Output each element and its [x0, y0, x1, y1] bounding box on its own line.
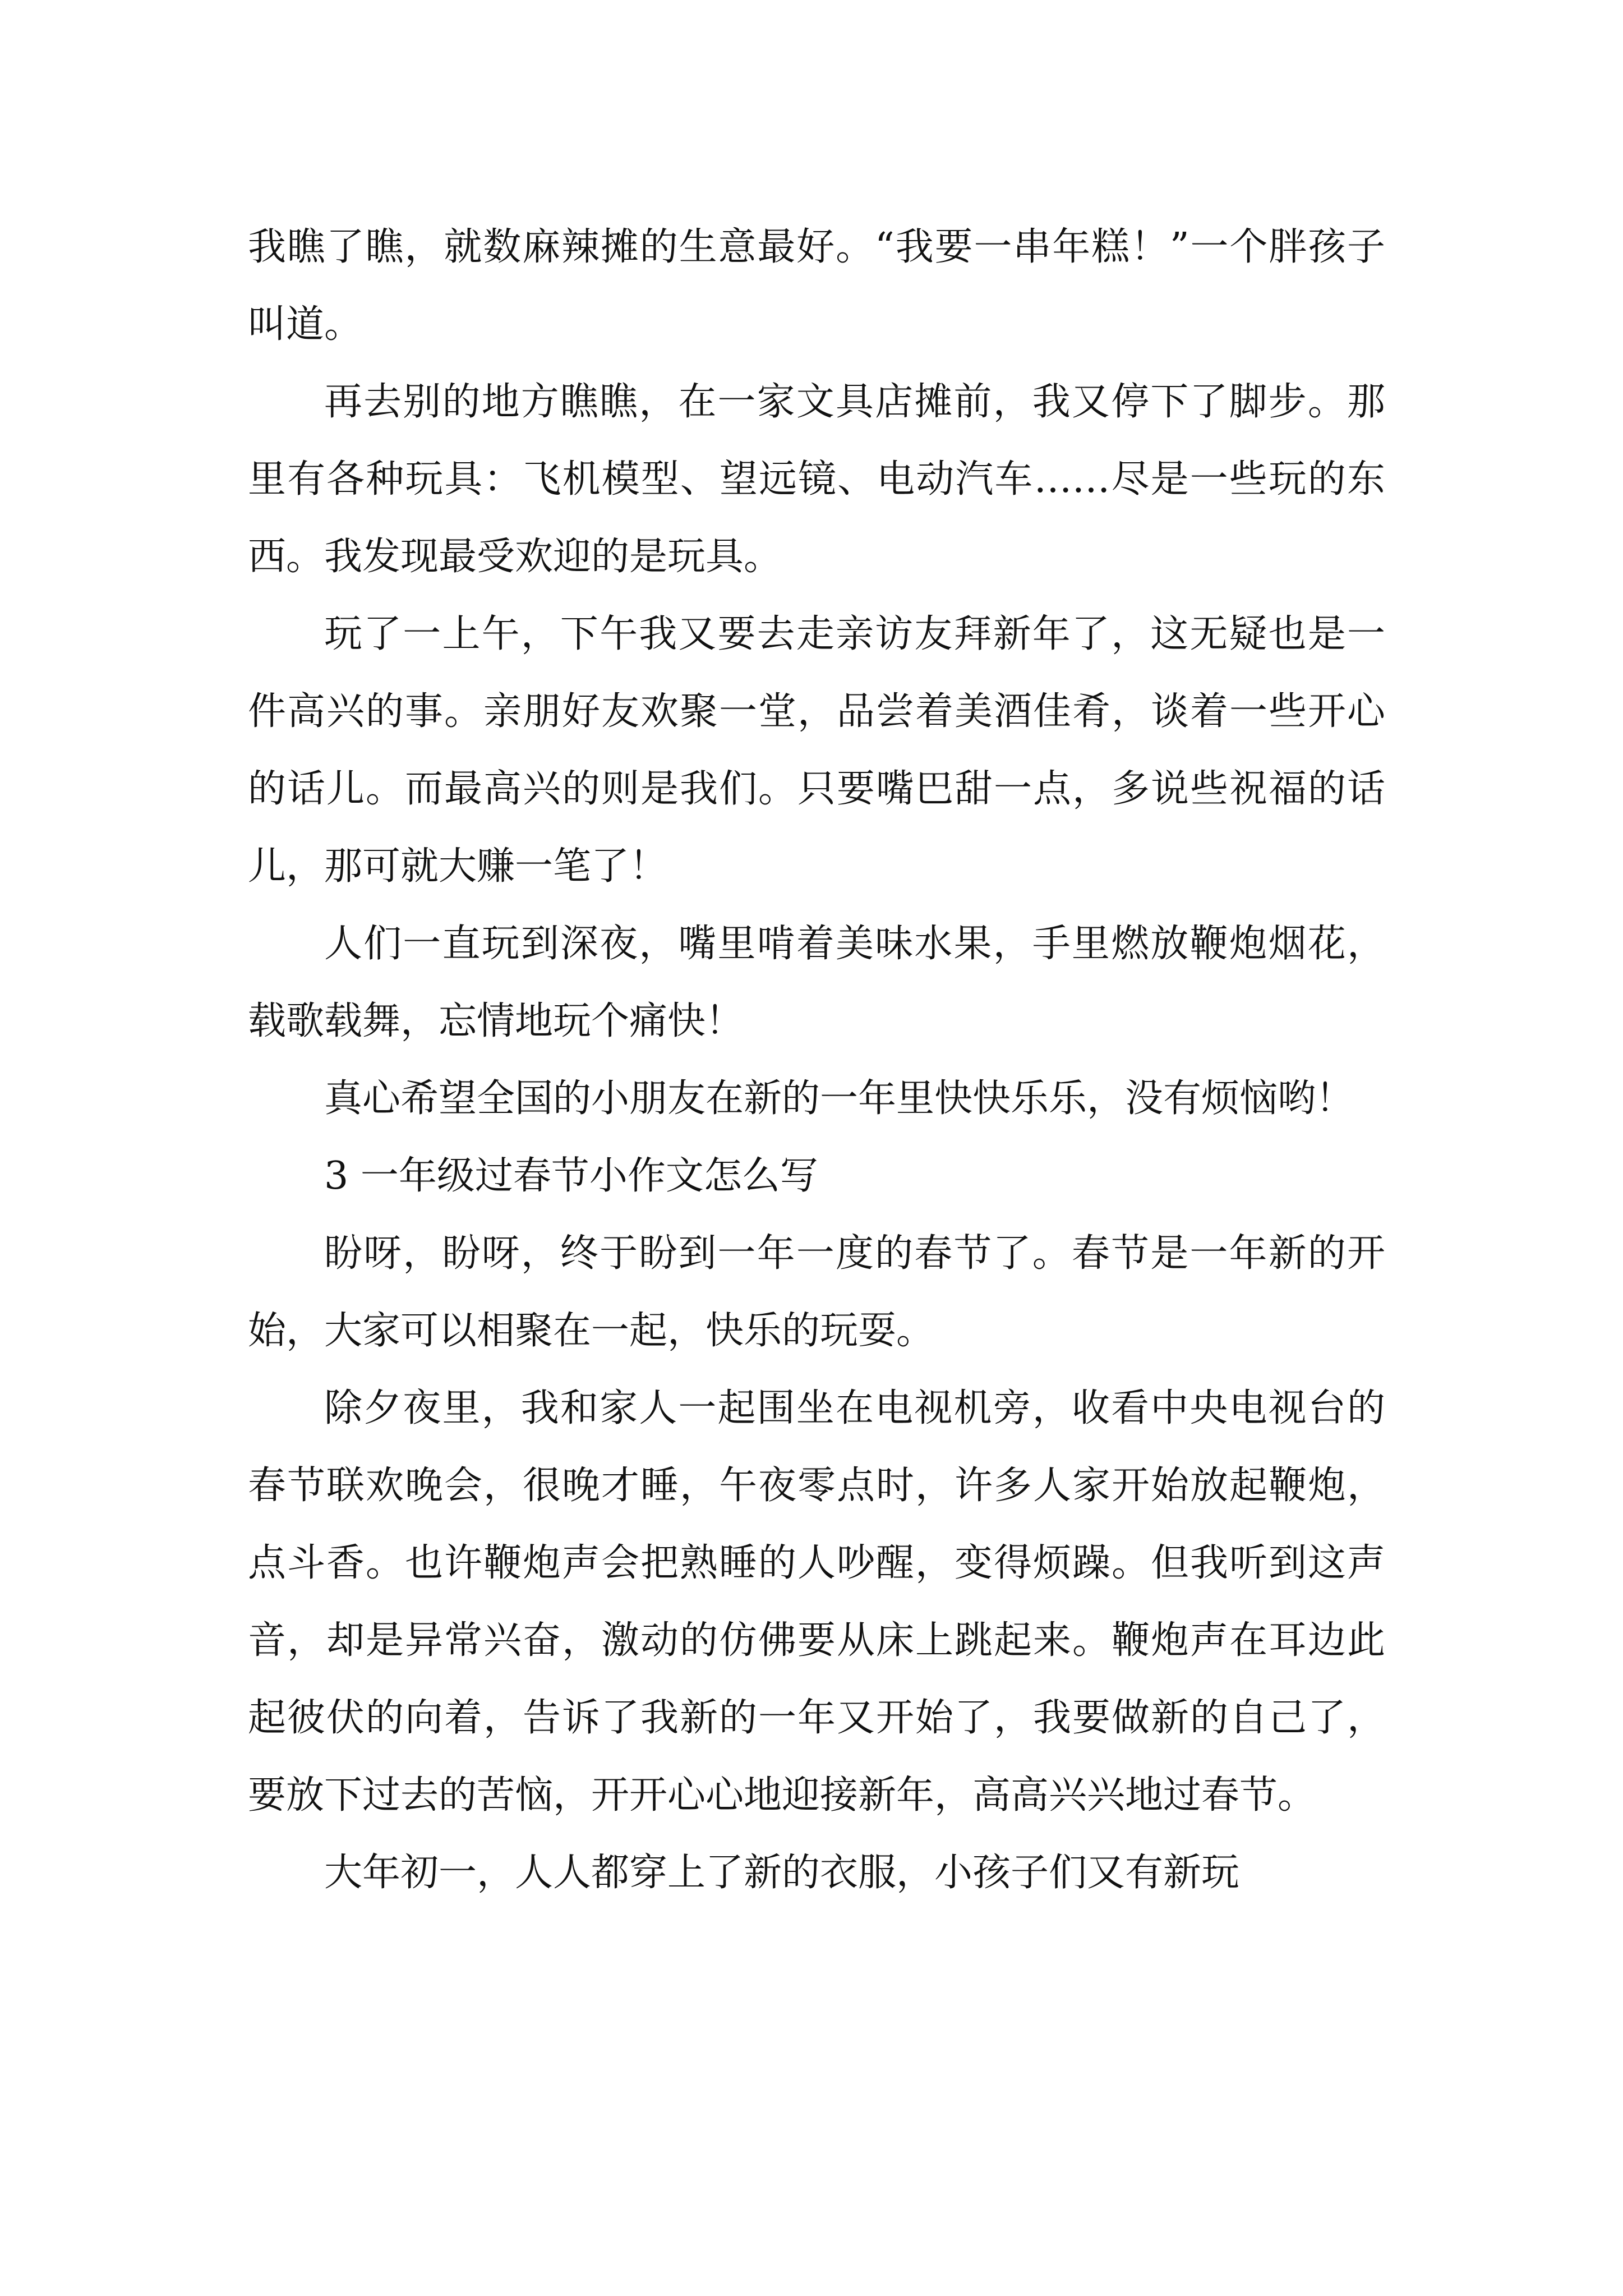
paragraph: 真心希望全国的小朋友在新的一年里快快乐乐，没有烦恼哟！	[324, 1076, 1354, 1121]
paragraph: 盼呀，盼呀，终于盼到一年一度的春节了。春节是一年新的开始，大家可以相聚在一起，快乐的玩耍。	[248, 1231, 1385, 1353]
document-body	[248, 209, 1385, 1912]
paragraph: 再去别的地方瞧瞧，在一家文具店摊前，我又停下了脚步。那里有各种玩具：飞机模型、望远镜、电动汽车……尽是一些玩的东西。我发现最受欢迎的是玩具。	[248, 380, 1385, 579]
paragraph: 我瞧了瞧，就数麻辣摊的生意最好。“我要一串年糕！”一个胖孩子叫道。	[248, 225, 1385, 347]
paragraph: 玩了一上午，下午我又要去走亲访友拜新年了，这无疑也是一件高兴的事。亲朋好友欢聚一堂，品尝着美酒佳肴，谈着一些开心的话儿。而最高兴的则是我们。只要嘴巴甜一点，多说些祝福的话儿，那可就大赚一笔了！	[248, 612, 1385, 889]
section-heading: 3 一年级过春节小作文怎么写	[324, 1154, 818, 1198]
paragraph: 大年初一，人人都穿上了新的衣服，小孩子们又有新玩	[324, 1851, 1240, 1895]
paragraph: 人们一直玩到深夜，嘴里啃着美味水果，手里燃放鞭炮烟花，载歌载舞，忘情地玩个痛快！	[248, 922, 1385, 1043]
paragraph: 除夕夜里，我和家人一起围坐在电视机旁，收看中央电视台的春节联欢晚会，很晚才睡，午夜零点时，许多人家开始放起鞭炮，点斗香。也许鞭炮声会把熟睡的人吵醒，变得烦躁。但我听到这声音，却是异常兴奋，激动的仿佛要从床上跳起来。鞭炮声在耳边此起彼伏的向着，告诉了我新的一年又开始了，我要做新的自己了，要放下过去的苦恼，开开心心地迎接新年，高高兴兴地过春节。	[248, 1386, 1385, 1818]
